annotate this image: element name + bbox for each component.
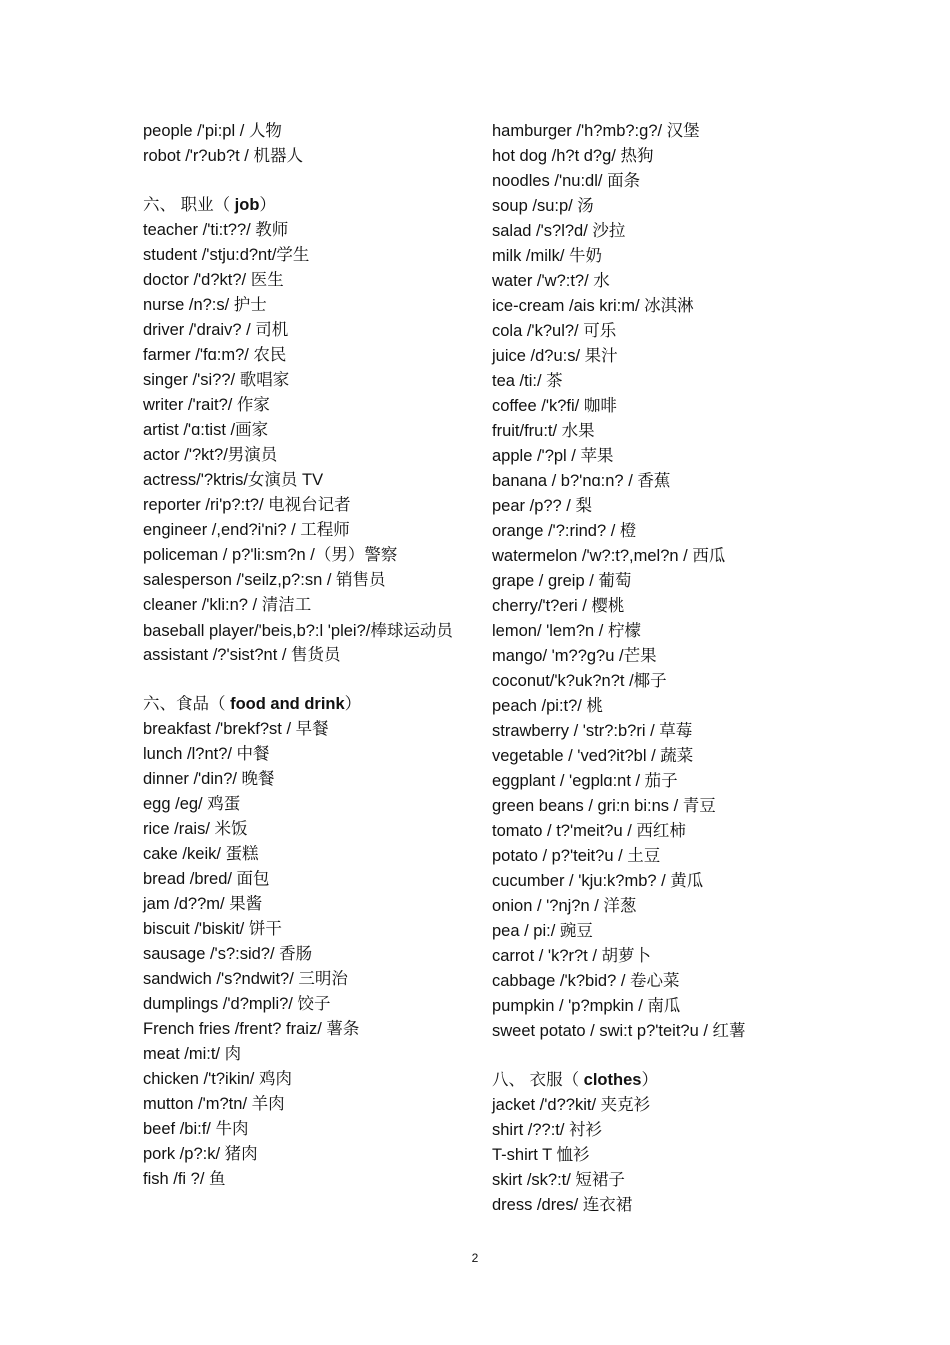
vocab-entry: jam /d??m/ 果酱 [143, 895, 263, 913]
vocab-entry: onion / '?nj?n / 洋葱 [492, 897, 637, 915]
section-heading-suffix: ） [641, 1071, 658, 1089]
right-column [492, 119, 812, 1218]
vocab-entry: noodles /'nu:dl/ 面条 [492, 172, 641, 190]
vocab-entry: beef /bi:f/ 牛肉 [143, 1120, 249, 1138]
vocab-entry: vegetable / 'ved?it?bl / 蔬菜 [492, 747, 694, 765]
vocab-entry: dress /dres/ 连衣裙 [492, 1196, 633, 1214]
vocab-entry: farmer /'fɑ:m?/ 农民 [143, 346, 287, 364]
vocab-entry: coconut/'k?uk?n?t /椰子 [492, 672, 667, 690]
vocab-entry: potato / p?'teit?u / 土豆 [492, 847, 661, 865]
vocab-entry: shirt /??:t/ 衬衫 [492, 1121, 603, 1139]
vocab-entry: grape / greip / 葡萄 [492, 572, 632, 590]
vocab-entry: engineer /,end?i'ni? / 工程师 [143, 521, 350, 539]
section-gap [492, 1044, 812, 1068]
vocab-entry: hot dog /h?t d?g/ 热狗 [492, 147, 654, 165]
vocab-entry: egg /eg/ 鸡蛋 [143, 795, 241, 813]
section-heading-suffix: ） [259, 196, 276, 214]
vocab-entry: cake /keik/ 蛋糕 [143, 845, 259, 863]
vocab-entry: sandwich /'s?ndwit?/ 三明治 [143, 970, 348, 988]
vocab-entry: nurse /n?:s/ 护士 [143, 296, 267, 314]
vocab-entry: carrot / 'k?r?t / 胡萝卜 [492, 947, 652, 965]
vocab-entry: lunch /l?nt?/ 中餐 [143, 745, 270, 763]
page-number: 2 [471, 1251, 479, 1265]
left-column [143, 119, 463, 1192]
vocab-entry: apple /'?pl / 苹果 [492, 447, 614, 465]
vocab-entry: cucumber / 'kju:k?mb? / 黄瓜 [492, 872, 704, 890]
vocab-entry: fruit/fru:t/ 水果 [492, 422, 595, 440]
vocab-entry: pear /p?? / 梨 [492, 497, 592, 515]
vocab-entry: meat /mi:t/ 肉 [143, 1045, 242, 1063]
vocab-entry: singer /'si??/ 歌唱家 [143, 371, 290, 389]
vocab-entry: reporter /ri'p?:t?/ 电视台记者 [143, 496, 351, 514]
vocab-entry: mango/ 'm??g?u /芒果 [492, 647, 657, 665]
vocab-entry: ice-cream /ais kri:m/ 冰淇淋 [492, 297, 694, 315]
vocab-entry: green beans / gri:n bi:ns / 青豆 [492, 797, 716, 815]
vocab-entry: pea / pi:/ 豌豆 [492, 922, 593, 940]
vocab-entry: cleaner /'kli:n? / 清洁工 [143, 596, 312, 614]
vocab-entry: hamburger /'h?mb?:g?/ 汉堡 [492, 122, 700, 140]
vocab-entry: eggplant / 'egplɑ:nt / 茄子 [492, 772, 678, 790]
section-gap [143, 668, 463, 692]
vocab-entry: fish /fi ?/ 鱼 [143, 1170, 226, 1188]
vocab-entry: cola /'k?ul?/ 可乐 [492, 322, 617, 340]
vocab-entry: mutton /'m?tn/ 羊肉 [143, 1095, 285, 1113]
vocab-entry: pumpkin / 'p?mpkin / 南瓜 [492, 997, 681, 1015]
section-heading-english: clothes [583, 1071, 642, 1089]
vocab-entry: driver /'draiv? / 司机 [143, 321, 289, 339]
vocab-entry: skirt /sk?:t/ 短裙子 [492, 1171, 625, 1189]
section-heading-suffix: ） [344, 695, 362, 713]
vocab-entry: T-shirt T 恤衫 [492, 1146, 590, 1164]
vocab-entry: sausage /'s?:sid?/ 香肠 [143, 945, 313, 963]
section-heading-english: food and drink [230, 695, 345, 713]
section-heading-english: job [234, 196, 260, 214]
vocab-entry: actor /'?kt?/男演员 [143, 446, 278, 464]
vocab-entry: doctor /'d?kt?/ 医生 [143, 271, 284, 289]
vocab-entry: teacher /'ti:t??/ 教师 [143, 221, 289, 239]
vocab-entry: sweet potato / swi:t p?'teit?u / 红薯 [492, 1022, 746, 1040]
vocab-entry: baseball player/'beis,b?:l 'plei?/棒球运动员 [143, 622, 453, 640]
vocab-entry: coffee /'k?fi/ 咖啡 [492, 397, 617, 415]
vocab-entry: rice /rais/ 米饭 [143, 820, 248, 838]
vocab-entry: orange /'?:rind? / 橙 [492, 522, 637, 540]
vocab-entry: strawberry / 'str?:b?ri / 草莓 [492, 722, 693, 740]
vocab-entry: chicken /'t?ikin/ 鸡肉 [143, 1070, 292, 1088]
section-heading [143, 692, 463, 717]
vocab-entry: bread /bred/ 面包 [143, 870, 270, 888]
vocab-entry: actress/'?ktris/女演员 TV [143, 471, 324, 489]
section-heading-prefix: 六、食品（ [143, 695, 231, 713]
vocab-entry: salad /'s?l?d/ 沙拉 [492, 222, 626, 240]
vocab-entry: tomato / t?'meit?u / 西红柿 [492, 822, 686, 840]
vocab-entry: pork /p?:k/ 猪肉 [143, 1145, 258, 1163]
vocab-entry: French fries /frent? fraiz/ 薯条 [143, 1020, 360, 1038]
vocab-entry: milk /milk/ 牛奶 [492, 247, 602, 265]
vocab-entry: tea /ti:/ 茶 [492, 372, 563, 390]
vocab-entry: breakfast /'brekf?st / 早餐 [143, 720, 329, 738]
vocab-entry: robot /'r?ub?t / 机器人 [143, 147, 303, 165]
vocab-entry: student /'stju:d?nt/学生 [143, 246, 310, 264]
vocab-entry: peach /pi:t?/ 桃 [492, 697, 603, 715]
vocab-entry: lemon/ 'lem?n / 柠檬 [492, 622, 641, 640]
vocab-entry: cabbage /'k?bid? / 卷心菜 [492, 972, 680, 990]
section-heading-prefix: 六、 职业（ [143, 196, 235, 214]
section-heading [143, 193, 463, 218]
vocab-entry: banana / b?'nɑ:n? / 香蕉 [492, 472, 671, 490]
section-gap [143, 169, 463, 193]
vocab-entry: writer /'rait?/ 作家 [143, 396, 270, 414]
vocab-entry: policeman / p?'li:sm?n /（男）警察 [143, 546, 398, 564]
vocab-entry: dumplings /'d?mpli?/ 饺子 [143, 995, 331, 1013]
vocab-entry: artist /'ɑ:tist /画家 [143, 421, 269, 439]
section-heading-prefix: 八、 衣服（ [492, 1071, 584, 1089]
vocab-entry: cherry/'t?eri / 樱桃 [492, 597, 625, 615]
vocab-entry: juice /d?u:s/ 果汁 [492, 347, 618, 365]
vocab-entry: people /'pi:pl / 人物 [143, 122, 282, 140]
vocab-entry: dinner /'din?/ 晚餐 [143, 770, 275, 788]
vocab-entry: jacket /'d??kit/ 夹克衫 [492, 1096, 651, 1114]
vocab-entry: salesperson /'seilz,p?:sn / 销售员 [143, 571, 386, 589]
section-heading [492, 1068, 812, 1093]
vocab-entry: watermelon /'w?:t?,mel?n / 西瓜 [492, 547, 726, 565]
vocab-entry: water /'w?:t?/ 水 [492, 272, 610, 290]
vocab-entry: assistant /?'sist?nt / 售货员 [143, 646, 341, 664]
vocab-entry: biscuit /'biskit/ 饼干 [143, 920, 282, 938]
vocab-entry: soup /su:p/ 汤 [492, 197, 594, 215]
